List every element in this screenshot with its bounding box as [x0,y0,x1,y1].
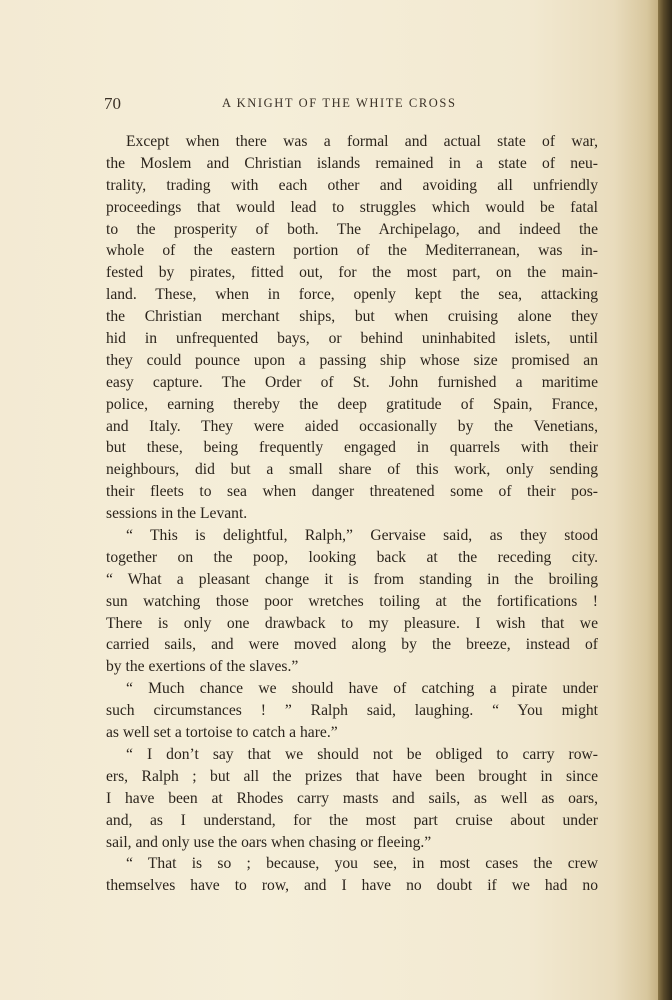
text-line: I have been at Rhodes carry masts and sails, as well as oars, [106,789,598,807]
text-line: police, earning thereby the deep gratitude of Spain, France, [106,395,598,413]
text-line: they could pounce upon a passing ship whose size promised an [106,351,598,369]
body-text [106,131,598,897]
text-line: by the exertions of the slaves.” [106,658,299,676]
text-line: Except when there was a formal and actual state of war, [126,133,598,150]
text-line: whole of the eastern portion of the Mediterranean, was in- [106,242,598,260]
text-line: “ What a pleasant change it is from standing in the broiling [106,570,598,588]
text-line: ers, Ralph ; but all the prizes that have been brought in since [106,767,598,785]
text-line: the Christian merchant ships, but when cruising alone they [106,308,598,326]
text-line: but these, being frequently engaged in quarrels with their [106,439,598,457]
running-head [104,94,604,114]
text-line: and, as I understand, for the most part cruise about under [106,811,598,829]
text-line: sail, and only use the oars when chasing or fleeing.” [106,833,432,851]
text-line: their fleets to sea when danger threatened some of their pos- [106,483,598,501]
text-line: together on the poop, looking back at the receding city. [106,548,598,566]
page-edge [658,0,672,1000]
text-line: trality, trading with each other and avoiding all unfriendly [106,176,598,194]
running-title: A KNIGHT OF THE WHITE CROSS [222,96,457,110]
text-line: There is only one drawback to my pleasure. I wish that we [106,614,598,632]
text-line: hid in unfrequented bays, or behind uninhabited islets, until [106,330,598,348]
text-line: to the prosperity of both. The Archipelago, and indeed the [106,220,598,238]
text-line: sun watching those poor wretches toiling at the fortifications ! [106,592,598,610]
text-line: “ I don’t say that we should not be obliged to carry row- [126,745,598,763]
text-line: the Moslem and Christian islands remained in a state of neu- [106,154,598,172]
text-line: and Italy. They were aided occasionally by the Venetians, [106,417,598,435]
text-line: “ Much chance we should have of catching a pirate under [126,680,598,698]
text-line: as well set a tortoise to catch a hare.” [106,724,338,742]
page-number: 70 [104,94,121,113]
text-line: neighbours, did but a small share of this work, only sending [106,461,598,479]
text-line: proceedings that would lead to struggles which would be fatal [106,198,598,216]
text-line: “ That is so ; because, you see, in most cases the crew [126,855,598,873]
text-line: “ This is delightful, Ralph,” Gervaise said, as they stood [126,527,598,545]
text-line: easy capture. The Order of St. John furnished a maritime [106,373,598,391]
text-line: sessions in the Levant. [106,505,248,523]
text-line: carried sails, and were moved along by the breeze, instead of [106,636,598,654]
text-line: such circumstances ! ” Ralph said, laughing. “ You might [106,702,598,720]
text-line: themselves have to row, and I have no doubt if we had no [106,877,598,895]
text-line: fested by pirates, fitted out, for the most part, on the main- [106,264,598,282]
text-line: land. These, when in force, openly kept the sea, attacking [106,286,598,304]
